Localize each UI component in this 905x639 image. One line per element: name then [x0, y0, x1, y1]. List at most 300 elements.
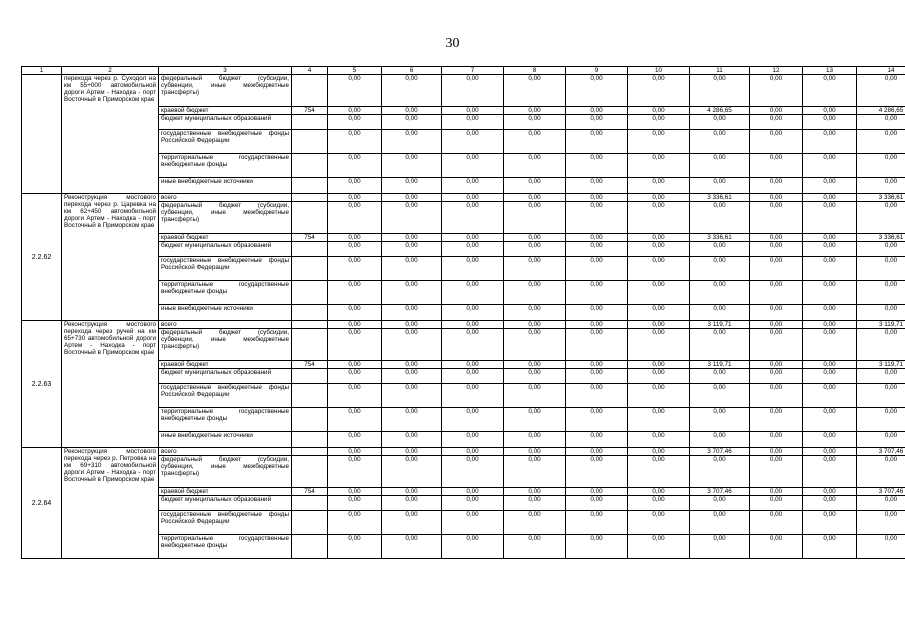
column-header: 4 — [292, 67, 328, 75]
funding-source: всего — [159, 194, 292, 202]
amount-cell: 0,00 — [857, 154, 905, 178]
amount-cell: 0,00 — [803, 194, 857, 202]
amount-cell: 0,00 — [803, 456, 857, 488]
budget-code — [292, 535, 328, 559]
amount-cell: 0,00 — [857, 511, 905, 535]
amount-cell: 0,00 — [857, 178, 905, 194]
amount-cell: 0,00 — [690, 408, 750, 432]
amount-cell: 0,00 — [442, 361, 504, 369]
budget-code — [292, 321, 328, 329]
funding-source: федеральный бюджет (субсидии, субвенции, иные межбюджетные трансферты) — [159, 202, 292, 234]
amount-cell: 0,00 — [857, 115, 905, 130]
table-row — [22, 321, 905, 329]
amount-cell: 0,00 — [750, 194, 803, 202]
amount-cell: 0,00 — [442, 488, 504, 496]
amount-cell: 0,00 — [504, 75, 566, 107]
funding-source: бюджет муниципальных образований — [159, 242, 292, 257]
column-header: 8 — [504, 67, 566, 75]
budget-code — [292, 448, 328, 456]
amount-cell: 0,00 — [442, 234, 504, 242]
amount-cell: 0,00 — [628, 107, 690, 115]
amount-cell: 0,00 — [328, 178, 382, 194]
amount-cell: 0,00 — [566, 384, 628, 408]
amount-cell: 3 119,71 — [690, 321, 750, 329]
column-header: 3 — [159, 67, 292, 75]
amount-cell: 0,00 — [442, 194, 504, 202]
amount-cell: 0,00 — [566, 408, 628, 432]
amount-cell: 0,00 — [328, 361, 382, 369]
amount-cell: 0,00 — [382, 242, 442, 257]
amount-cell: 0,00 — [803, 408, 857, 432]
amount-cell: 0,00 — [803, 234, 857, 242]
column-header: 9 — [566, 67, 628, 75]
amount-cell: 3 707,46 — [857, 488, 905, 496]
item-name: Реконструкция мостового перехода через р. Петровка на км 69+310 автомобильной дороги Артем - Находка - порт Восточный в Приморском крае — [62, 448, 159, 559]
amount-cell: 0,00 — [504, 361, 566, 369]
amount-cell: 0,00 — [382, 257, 442, 281]
amount-cell: 0,00 — [750, 242, 803, 257]
funding-source: территориальные государственные внебюджетные фонды — [159, 154, 292, 178]
amount-cell: 0,00 — [382, 305, 442, 321]
budget-code — [292, 178, 328, 194]
amount-cell: 0,00 — [504, 130, 566, 154]
amount-cell: 0,00 — [504, 408, 566, 432]
amount-cell: 0,00 — [328, 75, 382, 107]
amount-cell: 3 336,61 — [857, 234, 905, 242]
amount-cell: 0,00 — [803, 257, 857, 281]
amount-cell: 0,00 — [566, 130, 628, 154]
amount-cell: 0,00 — [803, 242, 857, 257]
amount-cell: 0,00 — [566, 305, 628, 321]
amount-cell: 0,00 — [690, 75, 750, 107]
amount-cell: 0,00 — [328, 329, 382, 361]
amount-cell: 0,00 — [382, 384, 442, 408]
funding-source: краевой бюджет — [159, 361, 292, 369]
amount-cell: 0,00 — [442, 321, 504, 329]
amount-cell: 0,00 — [504, 154, 566, 178]
amount-cell: 0,00 — [504, 305, 566, 321]
amount-cell: 0,00 — [803, 488, 857, 496]
amount-cell: 0,00 — [382, 154, 442, 178]
amount-cell: 0,00 — [750, 178, 803, 194]
amount-cell: 0,00 — [750, 361, 803, 369]
amount-cell: 0,00 — [504, 257, 566, 281]
amount-cell: 0,00 — [690, 202, 750, 234]
amount-cell: 0,00 — [803, 107, 857, 115]
amount-cell: 0,00 — [750, 369, 803, 384]
amount-cell: 0,00 — [566, 202, 628, 234]
amount-cell: 0,00 — [750, 496, 803, 511]
amount-cell: 0,00 — [566, 496, 628, 511]
amount-cell: 0,00 — [803, 130, 857, 154]
amount-cell: 0,00 — [328, 448, 382, 456]
amount-cell: 0,00 — [328, 281, 382, 305]
amount-cell: 3 119,71 — [857, 321, 905, 329]
amount-cell: 0,00 — [857, 384, 905, 408]
column-header: 11 — [690, 67, 750, 75]
funding-source: государственные внебюджетные фонды Российской Федерации — [159, 130, 292, 154]
budget-code — [292, 432, 328, 448]
amount-cell: 0,00 — [690, 257, 750, 281]
column-header: 6 — [382, 67, 442, 75]
amount-cell: 0,00 — [442, 154, 504, 178]
amount-cell: 0,00 — [690, 154, 750, 178]
amount-cell: 0,00 — [857, 408, 905, 432]
amount-cell: 0,00 — [566, 107, 628, 115]
budget-code — [292, 242, 328, 257]
budget-table — [21, 66, 905, 559]
amount-cell: 3 336,61 — [690, 194, 750, 202]
item-name: Реконструкция мостового перехода через р. Царевка на км 62+450 автомобильной дороги Артем - Находка - порт Восточный в Приморском крае — [62, 194, 159, 321]
amount-cell: 0,00 — [442, 329, 504, 361]
funding-source: краевой бюджет — [159, 107, 292, 115]
amount-cell: 3 707,46 — [690, 448, 750, 456]
amount-cell: 3 119,71 — [690, 361, 750, 369]
amount-cell: 0,00 — [442, 384, 504, 408]
amount-cell: 0,00 — [328, 130, 382, 154]
amount-cell: 0,00 — [504, 321, 566, 329]
amount-cell: 0,00 — [504, 242, 566, 257]
funding-source: бюджет муниципальных образований — [159, 496, 292, 511]
amount-cell: 0,00 — [628, 202, 690, 234]
amount-cell: 0,00 — [566, 448, 628, 456]
amount-cell: 0,00 — [803, 281, 857, 305]
budget-code — [292, 305, 328, 321]
item-code: 2.2.64 — [22, 448, 62, 559]
amount-cell: 0,00 — [628, 242, 690, 257]
amount-cell: 0,00 — [750, 329, 803, 361]
funding-source: федеральный бюджет (субсидии, субвенции, иные межбюджетные трансферты) — [159, 456, 292, 488]
amount-cell: 0,00 — [857, 305, 905, 321]
funding-source: всего — [159, 448, 292, 456]
amount-cell: 0,00 — [857, 242, 905, 257]
header-row — [22, 67, 905, 75]
amount-cell: 0,00 — [382, 75, 442, 107]
amount-cell: 0,00 — [803, 305, 857, 321]
amount-cell: 0,00 — [690, 496, 750, 511]
amount-cell: 0,00 — [442, 305, 504, 321]
amount-cell: 0,00 — [628, 194, 690, 202]
amount-cell: 0,00 — [750, 321, 803, 329]
budget-code: 754 — [292, 107, 328, 115]
amount-cell: 0,00 — [628, 511, 690, 535]
amount-cell: 0,00 — [504, 281, 566, 305]
amount-cell: 0,00 — [328, 432, 382, 448]
amount-cell: 0,00 — [750, 408, 803, 432]
amount-cell: 0,00 — [442, 115, 504, 130]
amount-cell: 0,00 — [803, 361, 857, 369]
budget-code — [292, 154, 328, 178]
amount-cell: 0,00 — [750, 384, 803, 408]
amount-cell: 0,00 — [442, 456, 504, 488]
amount-cell: 0,00 — [566, 281, 628, 305]
amount-cell: 0,00 — [803, 432, 857, 448]
amount-cell: 0,00 — [803, 178, 857, 194]
amount-cell: 0,00 — [442, 496, 504, 511]
amount-cell: 0,00 — [504, 496, 566, 511]
amount-cell: 0,00 — [566, 257, 628, 281]
amount-cell: 0,00 — [857, 75, 905, 107]
budget-code — [292, 384, 328, 408]
amount-cell: 0,00 — [750, 511, 803, 535]
funding-source: бюджет муниципальных образований — [159, 369, 292, 384]
funding-source: краевой бюджет — [159, 488, 292, 496]
amount-cell: 0,00 — [382, 107, 442, 115]
amount-cell: 0,00 — [750, 75, 803, 107]
amount-cell: 0,00 — [382, 194, 442, 202]
amount-cell: 4 286,65 — [857, 107, 905, 115]
amount-cell: 0,00 — [504, 194, 566, 202]
amount-cell: 0,00 — [803, 154, 857, 178]
table-row — [22, 194, 905, 202]
amount-cell: 3 119,71 — [857, 361, 905, 369]
amount-cell: 0,00 — [382, 448, 442, 456]
budget-code — [292, 496, 328, 511]
amount-cell: 0,00 — [328, 107, 382, 115]
amount-cell: 3 336,61 — [690, 234, 750, 242]
amount-cell: 0,00 — [442, 202, 504, 234]
amount-cell: 0,00 — [382, 329, 442, 361]
amount-cell: 0,00 — [750, 535, 803, 559]
amount-cell: 0,00 — [803, 202, 857, 234]
amount-cell: 0,00 — [442, 535, 504, 559]
amount-cell: 0,00 — [382, 456, 442, 488]
amount-cell: 0,00 — [504, 329, 566, 361]
budget-code — [292, 456, 328, 488]
amount-cell: 0,00 — [442, 242, 504, 257]
budget-code — [292, 257, 328, 281]
amount-cell: 0,00 — [328, 305, 382, 321]
amount-cell: 0,00 — [566, 535, 628, 559]
amount-cell: 0,00 — [566, 456, 628, 488]
amount-cell: 0,00 — [857, 432, 905, 448]
amount-cell: 0,00 — [628, 448, 690, 456]
budget-code: 754 — [292, 361, 328, 369]
amount-cell: 3 707,46 — [690, 488, 750, 496]
funding-source: иные внебюджетные источники — [159, 432, 292, 448]
amount-cell: 0,00 — [857, 535, 905, 559]
amount-cell: 0,00 — [803, 115, 857, 130]
amount-cell: 0,00 — [442, 369, 504, 384]
amount-cell: 0,00 — [628, 234, 690, 242]
amount-cell: 0,00 — [382, 496, 442, 511]
amount-cell: 0,00 — [857, 281, 905, 305]
funding-source: государственные внебюджетные фонды Российской Федерации — [159, 257, 292, 281]
funding-source: всего — [159, 321, 292, 329]
amount-cell: 0,00 — [628, 329, 690, 361]
column-header: 7 — [442, 67, 504, 75]
amount-cell: 0,00 — [504, 432, 566, 448]
amount-cell: 0,00 — [750, 202, 803, 234]
amount-cell: 0,00 — [504, 115, 566, 130]
amount-cell: 0,00 — [628, 432, 690, 448]
amount-cell: 0,00 — [328, 115, 382, 130]
amount-cell: 0,00 — [328, 488, 382, 496]
amount-cell: 0,00 — [566, 488, 628, 496]
amount-cell: 0,00 — [750, 305, 803, 321]
column-header: 13 — [803, 67, 857, 75]
budget-code — [292, 369, 328, 384]
amount-cell: 0,00 — [750, 448, 803, 456]
funding-source: государственные внебюджетные фонды Российской Федерации — [159, 511, 292, 535]
amount-cell: 0,00 — [857, 130, 905, 154]
amount-cell: 0,00 — [803, 321, 857, 329]
amount-cell: 0,00 — [382, 361, 442, 369]
amount-cell: 0,00 — [690, 456, 750, 488]
amount-cell: 0,00 — [382, 202, 442, 234]
amount-cell: 0,00 — [442, 511, 504, 535]
amount-cell: 0,00 — [628, 257, 690, 281]
amount-cell: 0,00 — [382, 535, 442, 559]
amount-cell: 0,00 — [504, 456, 566, 488]
amount-cell: 0,00 — [857, 456, 905, 488]
amount-cell: 0,00 — [566, 369, 628, 384]
amount-cell: 0,00 — [628, 456, 690, 488]
amount-cell: 0,00 — [857, 257, 905, 281]
funding-source: иные внебюджетные источники — [159, 305, 292, 321]
amount-cell: 0,00 — [382, 178, 442, 194]
amount-cell: 0,00 — [566, 154, 628, 178]
amount-cell: 0,00 — [628, 369, 690, 384]
amount-cell: 0,00 — [442, 408, 504, 432]
column-header: 14 — [857, 67, 905, 75]
amount-cell: 4 286,65 — [690, 107, 750, 115]
amount-cell: 0,00 — [750, 488, 803, 496]
amount-cell: 0,00 — [328, 234, 382, 242]
amount-cell: 0,00 — [504, 448, 566, 456]
amount-cell: 0,00 — [690, 130, 750, 154]
amount-cell: 0,00 — [442, 281, 504, 305]
amount-cell: 0,00 — [442, 448, 504, 456]
amount-cell: 0,00 — [328, 535, 382, 559]
amount-cell: 0,00 — [628, 178, 690, 194]
amount-cell: 0,00 — [857, 496, 905, 511]
amount-cell: 0,00 — [690, 432, 750, 448]
amount-cell: 0,00 — [566, 115, 628, 130]
funding-source: федеральный бюджет (субсидии, субвенции, иные межбюджетные трансферты) — [159, 329, 292, 361]
budget-code — [292, 281, 328, 305]
amount-cell: 0,00 — [628, 281, 690, 305]
table-row — [22, 448, 905, 456]
amount-cell: 0,00 — [382, 432, 442, 448]
amount-cell: 0,00 — [690, 305, 750, 321]
amount-cell: 0,00 — [382, 369, 442, 384]
budget-code — [292, 329, 328, 361]
amount-cell: 0,00 — [803, 369, 857, 384]
amount-cell: 0,00 — [566, 194, 628, 202]
amount-cell: 0,00 — [328, 408, 382, 432]
amount-cell: 0,00 — [382, 281, 442, 305]
item-code: 2.2.63 — [22, 321, 62, 448]
amount-cell: 0,00 — [690, 511, 750, 535]
amount-cell: 0,00 — [504, 535, 566, 559]
amount-cell: 0,00 — [750, 281, 803, 305]
amount-cell: 0,00 — [328, 511, 382, 535]
column-header: 10 — [628, 67, 690, 75]
amount-cell: 0,00 — [328, 194, 382, 202]
budget-code — [292, 130, 328, 154]
amount-cell: 0,00 — [750, 107, 803, 115]
amount-cell: 3 336,61 — [857, 194, 905, 202]
amount-cell: 0,00 — [628, 115, 690, 130]
amount-cell: 0,00 — [382, 511, 442, 535]
amount-cell: 0,00 — [382, 115, 442, 130]
budget-code — [292, 194, 328, 202]
amount-cell: 0,00 — [750, 130, 803, 154]
amount-cell: 0,00 — [328, 369, 382, 384]
amount-cell: 0,00 — [628, 361, 690, 369]
budget-code: 754 — [292, 234, 328, 242]
amount-cell: 0,00 — [566, 321, 628, 329]
amount-cell: 0,00 — [328, 154, 382, 178]
amount-cell: 0,00 — [628, 321, 690, 329]
amount-cell: 0,00 — [690, 281, 750, 305]
amount-cell: 0,00 — [690, 535, 750, 559]
budget-code — [292, 115, 328, 130]
amount-cell: 0,00 — [803, 448, 857, 456]
amount-cell: 0,00 — [328, 496, 382, 511]
amount-cell: 0,00 — [382, 130, 442, 154]
amount-cell: 0,00 — [690, 115, 750, 130]
amount-cell: 0,00 — [566, 511, 628, 535]
column-header: 5 — [328, 67, 382, 75]
amount-cell: 0,00 — [750, 154, 803, 178]
funding-source: территориальные государственные внебюджетные фонды — [159, 408, 292, 432]
amount-cell: 0,00 — [628, 488, 690, 496]
funding-source: территориальные государственные внебюджетные фонды — [159, 281, 292, 305]
amount-cell: 0,00 — [750, 115, 803, 130]
column-header: 1 — [22, 67, 62, 75]
amount-cell: 0,00 — [382, 408, 442, 432]
amount-cell: 0,00 — [857, 369, 905, 384]
funding-source: территориальные государственные внебюджетные фонды — [159, 535, 292, 559]
amount-cell: 0,00 — [382, 321, 442, 329]
amount-cell: 0,00 — [750, 234, 803, 242]
column-header: 2 — [62, 67, 159, 75]
amount-cell: 0,00 — [566, 329, 628, 361]
funding-source: иные внебюджетные источники — [159, 178, 292, 194]
amount-cell: 0,00 — [803, 75, 857, 107]
amount-cell: 0,00 — [857, 329, 905, 361]
amount-cell: 0,00 — [803, 329, 857, 361]
funding-source: бюджет муниципальных образований — [159, 115, 292, 130]
amount-cell: 0,00 — [628, 130, 690, 154]
amount-cell: 0,00 — [628, 408, 690, 432]
item-code — [22, 75, 62, 194]
amount-cell: 0,00 — [328, 321, 382, 329]
funding-source: краевой бюджет — [159, 234, 292, 242]
amount-cell: 0,00 — [628, 496, 690, 511]
budget-code: 754 — [292, 488, 328, 496]
funding-source: государственные внебюджетные фонды Российской Федерации — [159, 384, 292, 408]
amount-cell: 0,00 — [328, 456, 382, 488]
amount-cell: 0,00 — [442, 432, 504, 448]
column-header: 12 — [750, 67, 803, 75]
amount-cell: 0,00 — [504, 511, 566, 535]
amount-cell: 0,00 — [566, 361, 628, 369]
amount-cell: 0,00 — [504, 488, 566, 496]
amount-cell: 0,00 — [750, 456, 803, 488]
amount-cell: 0,00 — [628, 154, 690, 178]
amount-cell: 0,00 — [803, 511, 857, 535]
amount-cell: 0,00 — [504, 234, 566, 242]
amount-cell: 0,00 — [328, 242, 382, 257]
amount-cell: 0,00 — [328, 257, 382, 281]
item-code: 2.2.62 — [22, 194, 62, 321]
amount-cell: 0,00 — [442, 130, 504, 154]
amount-cell: 0,00 — [628, 305, 690, 321]
table-row — [22, 75, 905, 107]
